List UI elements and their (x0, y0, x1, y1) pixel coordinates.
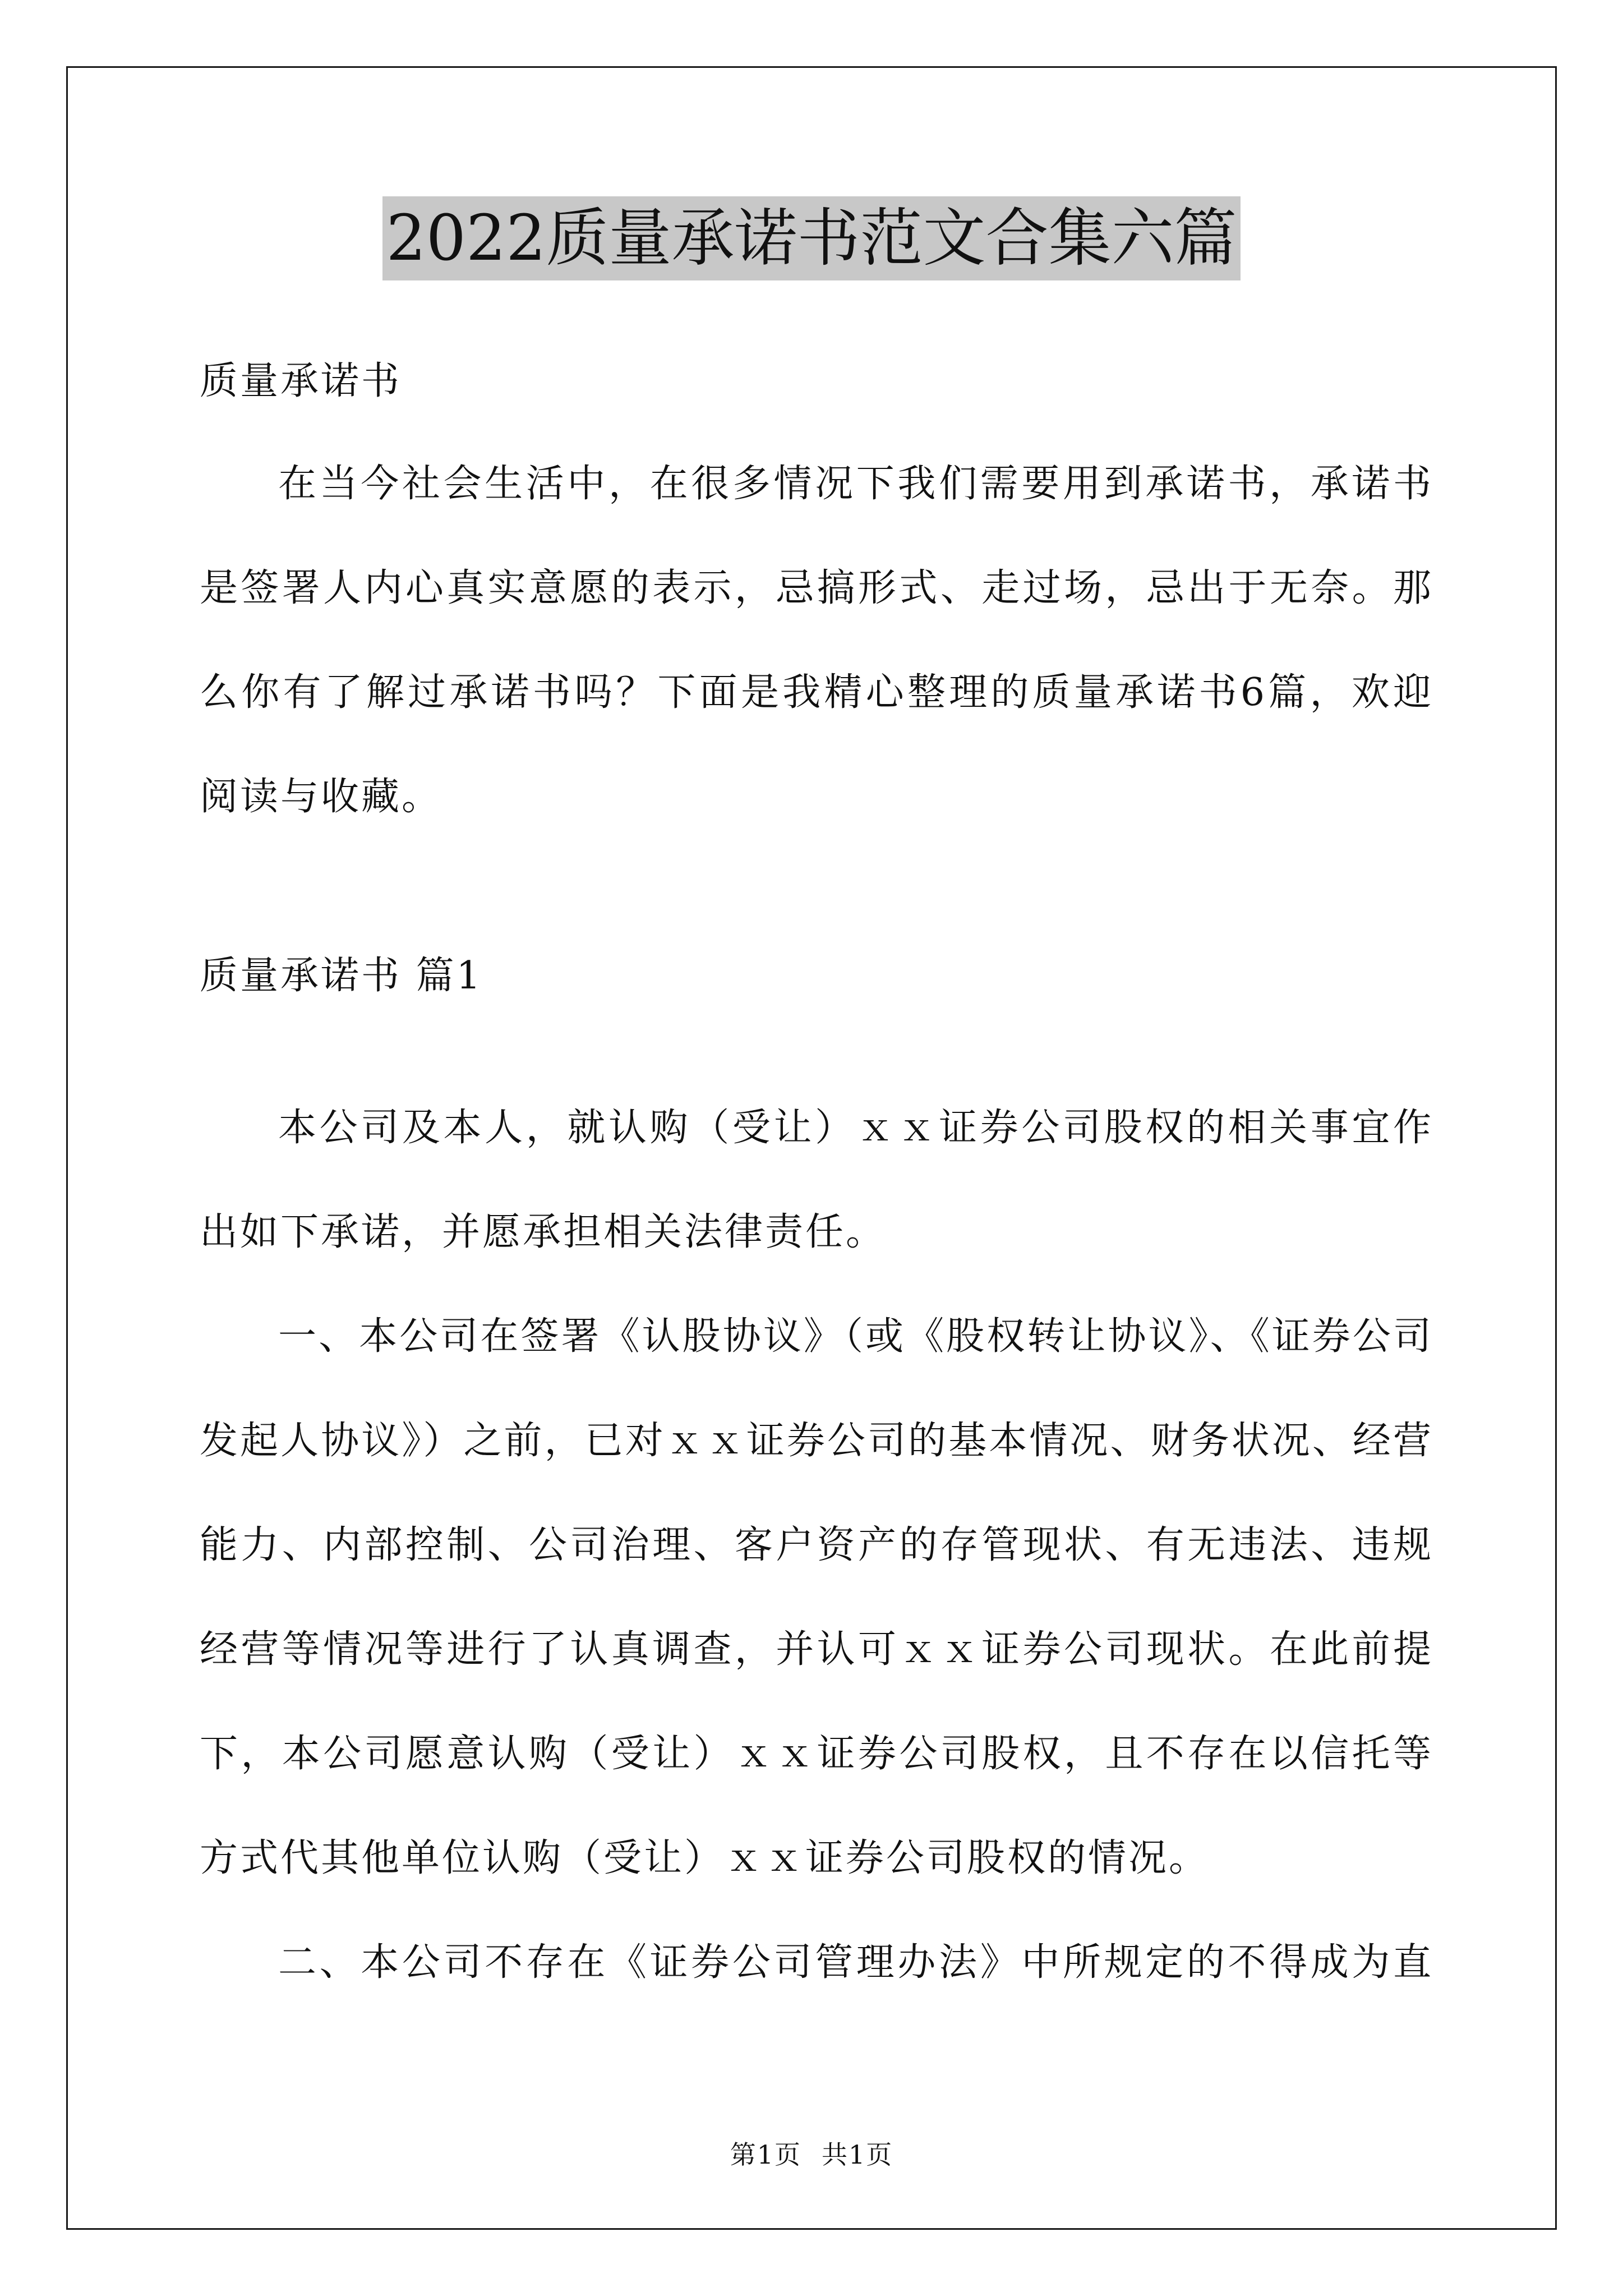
para2-line: 发起人协议》）之前，已对ｘｘ证券公司的基本情况、财务状况、经营 (200, 1419, 1433, 1463)
document-title: 2022质量承诺书范文合集六篇 (382, 196, 1240, 280)
para3-line: 二、本公司不存在《证券公司管理办法》中所规定的不得成为直 (278, 1940, 1433, 1985)
para2-line: 一、本公司在签署《认股协议》（或《股权转让协议》、《证券公司 (278, 1314, 1433, 1359)
para1-line: 本公司及本人，就认购（受让）ｘｘ证券公司股权的相关事宜作 (278, 1106, 1433, 1150)
section-heading: 质量承诺书 (200, 359, 402, 403)
intro-line: 是签署人内心真实意愿的表示，忌搞形式、走过场，忌出于无奈。那 (200, 566, 1433, 610)
para2-line: 能力、内部控制、公司治理、客户资产的存管现状、有无违法、违规 (200, 1523, 1433, 1567)
paragraph-1 (200, 1076, 1433, 1285)
paragraph-2 (200, 1285, 1433, 1911)
page-number: 第1页 (730, 2139, 801, 2170)
para1-line: 出如下承诺，并愿承担相关法律责任。 (200, 1210, 887, 1254)
paragraph-3 (200, 1911, 1433, 2015)
para2-line: 下，本公司愿意认购（受让）ｘｘ证券公司股权，且不存在以信托等 (200, 1732, 1433, 1776)
para2-line: 方式代其他单位认购（受让）ｘｘ证券公司股权的情况。 (200, 1836, 1210, 1880)
intro-line: 阅读与收藏。 (200, 775, 442, 819)
page-total: 共1页 (822, 2139, 893, 2170)
para2-line: 经营等情况等进行了认真调查，并认可ｘｘ证券公司现状。在此前提 (200, 1627, 1433, 1672)
part-heading: 质量承诺书 篇1 (200, 954, 483, 998)
intro-line: 么你有了解过承诺书吗？下面是我精心整理的质量承诺书6篇，欢迎 (200, 670, 1433, 715)
title-wrap (0, 196, 1623, 280)
page-footer (0, 2134, 1623, 2171)
intro-paragraph (200, 432, 1433, 849)
intro-line: 在当今社会生活中，在很多情况下我们需要用到承诺书，承诺书 (278, 462, 1433, 506)
